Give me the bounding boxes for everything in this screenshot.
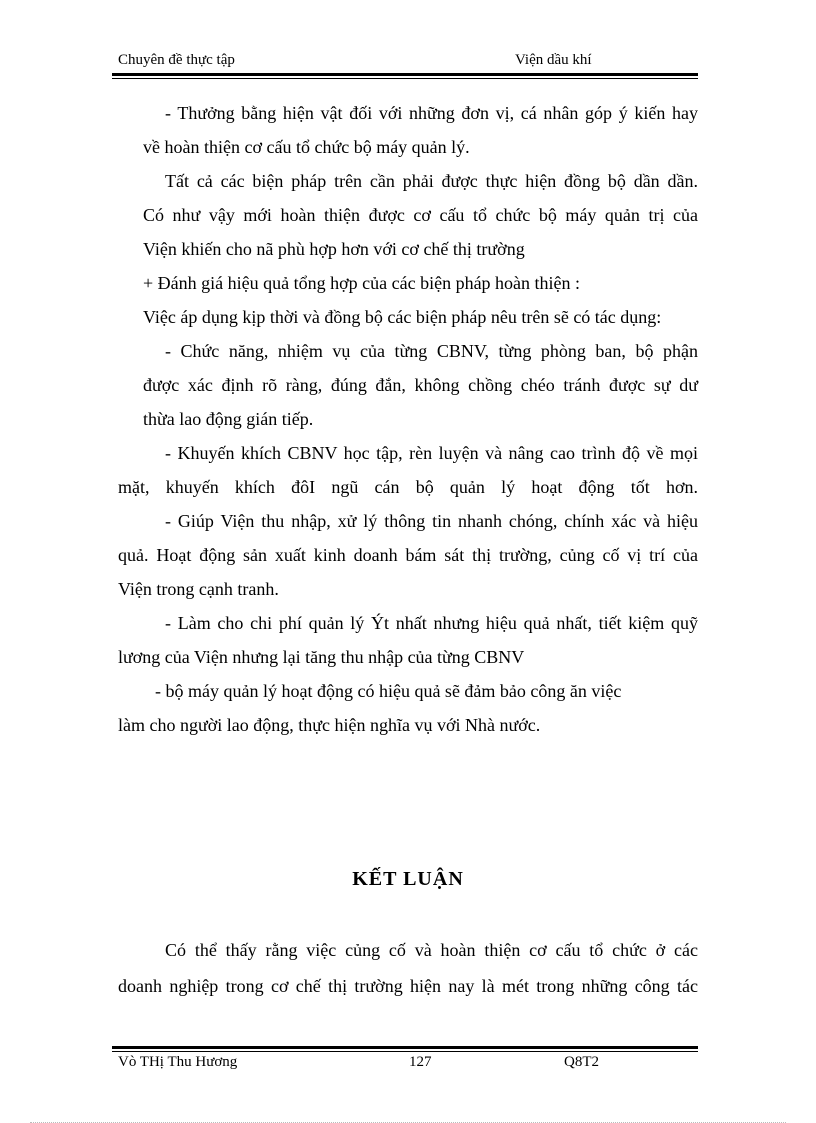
text-line: Việc áp dụng kịp thời và đồng bộ các biện pháp nêu trên sẽ có tác dụng:: [143, 307, 662, 327]
conclusion-text: [110, 932, 698, 1004]
text-line: Tất cả các biện pháp trên cần phải được thực hiện đồng bộ dần dần.: [165, 171, 698, 191]
text-line: quả. Hoạt động sản xuất kinh doanh bám sát thị trường, củng cố vị trí của: [118, 545, 698, 565]
text-line: - Thưởng bằng hiện vật đối với những đơn vị, cá nhân góp ý kiến hay: [165, 103, 698, 123]
text-line: lương của Viện nhưng lại tăng thu nhập của từng CBNV: [118, 647, 525, 667]
text-line: - Giúp Viện thu nhập, xử lý thông tin nhanh chóng, chính xác và hiệu: [165, 511, 698, 531]
header-right-text: Viện dầu khí: [515, 52, 592, 68]
body-text: [110, 96, 698, 742]
text-line: được xác định rõ ràng, đúng đắn, không chồng chéo tránh được sự dư: [143, 375, 698, 395]
text-line: thừa lao động gián tiếp.: [143, 409, 314, 429]
text-line: về hoàn thiện cơ cấu tổ chức bộ máy quản lý.: [143, 137, 470, 157]
page-header: [112, 52, 698, 74]
text-line: + Đánh giá hiệu quả tổng hợp của các biện pháp hoàn thiện :: [143, 273, 581, 293]
footer-author: Vò THị Thu Hương: [118, 1054, 238, 1070]
text-line: Có như vậy mới hoàn thiện được cơ cấu tổ chức bộ máy quản trị của: [143, 205, 698, 225]
header-rule: [112, 73, 698, 79]
text-line: - Khuyến khích CBNV học tập, rèn luyện và nâng cao trình độ về mọi: [165, 443, 698, 463]
text-line: doanh nghiệp trong cơ chế thị trường hiện nay là mét trong những công tác: [118, 976, 698, 996]
footer-page-number: 127: [409, 1054, 432, 1070]
conclusion-heading: KẾT LUẬN: [352, 868, 464, 890]
text-line: làm cho người lao động, thực hiện nghĩa vụ với Nhà nước.: [118, 715, 541, 735]
text-line: mặt, khuyến khích đôI ngũ cán bộ quản lý hoạt động tốt hơn.: [118, 477, 698, 497]
text-line: - bộ máy quản lý hoạt động có hiệu quả sẽ đảm bảo công ăn việc: [155, 681, 622, 701]
text-line: - Làm cho chi phí quản lý Ýt nhất nhưng hiệu quả nhất, tiết kiệm quỹ: [165, 613, 698, 633]
footer-rule: [112, 1046, 698, 1052]
text-line: - Chức năng, nhiệm vụ của từng CBNV, từng phòng ban, bộ phận: [165, 341, 698, 361]
text-line: Viện khiến cho nã phù hợp hơn với cơ chế thị trường: [143, 239, 525, 259]
header-left-text: Chuyên đề thực tập: [118, 52, 235, 68]
text-line: Có thể thấy rằng việc củng cố và hoàn thiện cơ cấu tổ chức ở các: [165, 940, 698, 960]
text-line: Viện trong cạnh tranh.: [118, 579, 279, 599]
footer-class: Q8T2: [564, 1054, 599, 1070]
